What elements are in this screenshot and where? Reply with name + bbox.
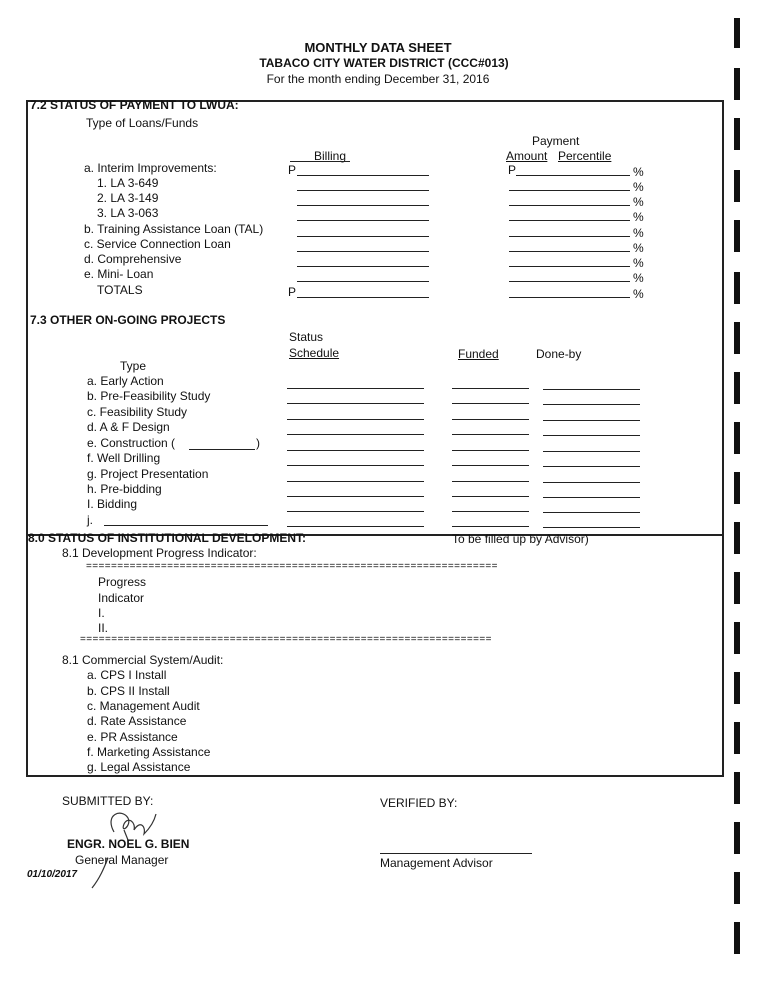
status-schedule-field[interactable] [287,419,424,420]
billing-field[interactable] [297,220,429,221]
loan-item: 2. LA 3-149 [97,191,159,205]
percent-sign: % [633,195,644,209]
signatory-name: ENGR. NOEL G. BIEN [67,837,190,851]
payment-field[interactable] [509,190,630,191]
loan-item: e. Mini- Loan [84,267,154,281]
project-item: b. Pre-Feasibility Study [87,389,211,403]
loan-item: 3. LA 3-063 [97,206,159,220]
payment-field[interactable] [509,266,630,267]
billing-header-rule [290,161,350,162]
billing-field[interactable] [297,281,429,282]
scan-mark [734,422,740,454]
percent-sign: % [633,210,644,224]
funded-field[interactable] [452,403,529,404]
doneby-column-label: Done-by [536,347,582,361]
audit-item: c. Management Audit [87,699,200,713]
payment-field[interactable] [509,281,630,282]
status-schedule-field[interactable] [287,388,424,389]
signature-date: 01/10/2017 [27,869,78,880]
signatory-position: General Manager [75,853,169,867]
scan-mark [734,118,740,150]
funded-field[interactable] [452,434,529,435]
scan-mark [734,272,740,304]
section-7-2-heading: 7.2 STATUS OF PAYMENT TO LWUA: [30,98,239,112]
peso-symbol: P [288,163,297,177]
percent-sign: % [633,226,644,240]
funded-field[interactable] [452,419,529,420]
development-indicator-label: 8.1 Development Progress Indicator: [62,546,257,560]
audit-item: a. CPS I Install [87,668,167,682]
peso-symbol: P [508,163,517,177]
section-7-3-heading: 7.3 OTHER ON-GOING PROJECTS [30,313,226,327]
project-item: h. Pre-bidding [87,482,162,496]
peso-symbol: P [288,285,297,299]
funded-field[interactable] [452,526,529,527]
loan-item: d. Comprehensive [84,252,182,266]
scan-mark [734,68,740,100]
percent-sign: % [633,165,644,179]
scan-mark [734,170,740,202]
percent-sign: % [633,241,644,255]
audit-item: g. Legal Assistance [87,760,191,774]
status-column-label: Status [289,330,324,344]
status-schedule-field[interactable] [287,481,424,482]
loan-item: a. Interim Improvements: [84,161,217,175]
box-left-border [26,100,28,776]
funded-column-label: Funded [458,347,499,361]
billing-field[interactable] [297,205,429,206]
schedule-column-label: Schedule [289,346,340,360]
payment-field[interactable] [509,205,630,206]
construction-type-field[interactable] [189,449,255,450]
project-item: e. Construction ( [87,436,176,450]
scan-mark [734,772,740,804]
project-item: j. [87,513,93,527]
payment-field[interactable] [509,236,630,237]
status-schedule-field[interactable] [287,496,424,497]
billing-column-label: Billing [314,149,347,163]
construction-close-paren: ) [256,436,260,450]
reporting-period: For the month ending December 31, 2016 [266,72,490,86]
project-item: c. Feasibility Study [87,405,188,419]
percent-sign: % [633,271,644,285]
billing-total-field[interactable] [297,297,429,298]
funded-field[interactable] [452,450,529,451]
scan-mark [734,722,740,754]
scan-mark [734,18,740,48]
audit-item: f. Marketing Assistance [87,745,211,759]
scan-mark [734,372,740,404]
percentile-column-label: Percentile [558,149,612,163]
payment-total-field[interactable] [509,297,630,298]
billing-field[interactable] [297,251,429,252]
percent-sign: % [633,287,644,301]
commercial-audit-label: 8.1 Commercial System/Audit: [62,653,224,667]
type-label: Type [120,359,147,373]
scan-mark [734,472,740,504]
status-schedule-field[interactable] [287,450,424,451]
billing-field[interactable] [297,236,429,237]
indicator-label: Indicator [98,591,145,605]
roman-numeral-1: I. [98,606,105,620]
status-schedule-field[interactable] [287,511,424,512]
scan-mark [734,622,740,654]
progress-label: Progress [98,575,147,589]
doneby-field[interactable] [543,497,640,498]
audit-item: d. Rate Assistance [87,714,187,728]
doneby-field[interactable] [543,389,640,390]
equals-separator: ================================================================== [80,634,492,645]
status-schedule-field[interactable] [287,403,424,404]
doneby-field[interactable] [543,404,640,405]
project-item: f. Well Drilling [87,451,161,465]
percent-sign: % [633,180,644,194]
billing-field[interactable] [297,175,429,176]
doneby-field[interactable] [543,466,640,467]
billing-field[interactable] [297,190,429,191]
advisor-title: Management Advisor [380,856,493,870]
advisor-note: To be filled up by Advisor) [452,532,589,546]
scan-mark [734,822,740,854]
scan-mark [734,220,740,252]
project-item: a. Early Action [87,374,164,388]
submitted-by-label: SUBMITTED BY: [62,794,154,808]
payment-column-label: Payment [532,134,580,148]
section-8-0-heading: 8.0 STATUS OF INSTITUTIONAL DEVELOPMENT: [28,531,307,545]
payment-field[interactable] [509,251,630,252]
advisor-signature-field[interactable] [380,853,532,854]
project-item: d. A & F Design [87,420,170,434]
verified-by-label: VERIFIED BY: [380,796,458,810]
page-subtitle: TABACO CITY WATER DISTRICT (CCC#013) [259,56,509,70]
percent-sign: % [633,256,644,270]
project-item: I. Bidding [87,497,138,511]
payment-field[interactable] [516,175,630,176]
section-7-2-subheading: Type of Loans/Funds [86,116,199,130]
funded-field[interactable] [452,465,529,466]
amount-column-label: Amount [506,149,548,163]
roman-numeral-2: II. [98,621,109,635]
status-schedule-field[interactable] [287,465,424,466]
loan-item: 1. LA 3-649 [97,176,159,190]
funded-field[interactable] [452,481,529,482]
other-project-field[interactable] [104,525,268,526]
audit-item: e. PR Assistance [87,730,178,744]
scan-mark [734,522,740,554]
page-title: MONTHLY DATA SHEET [304,40,452,55]
loan-item: b. Training Assistance Loan (TAL) [84,222,264,236]
doneby-field[interactable] [543,420,640,421]
doneby-field[interactable] [543,527,640,528]
funded-field[interactable] [452,388,529,389]
doneby-field[interactable] [543,435,640,436]
scan-mark [734,922,740,954]
box-bottom-border [26,775,724,777]
loan-totals-label: TOTALS [97,283,143,297]
doneby-field[interactable] [543,451,640,452]
loan-item: c. Service Connection Loan [84,237,231,251]
scan-mark [734,572,740,604]
funded-field[interactable] [452,511,529,512]
equals-separator: ================================================================== [86,561,498,572]
scan-mark [734,322,740,354]
audit-item: b. CPS II Install [87,684,170,698]
scan-mark [734,672,740,704]
doneby-field[interactable] [543,512,640,513]
box-right-border [722,100,724,776]
payment-field[interactable] [509,220,630,221]
status-schedule-field[interactable] [287,526,424,527]
project-item: g. Project Presentation [87,467,209,481]
status-schedule-field[interactable] [287,434,424,435]
scan-mark [734,872,740,904]
funded-field[interactable] [452,496,529,497]
billing-field[interactable] [297,266,429,267]
doneby-field[interactable] [543,482,640,483]
